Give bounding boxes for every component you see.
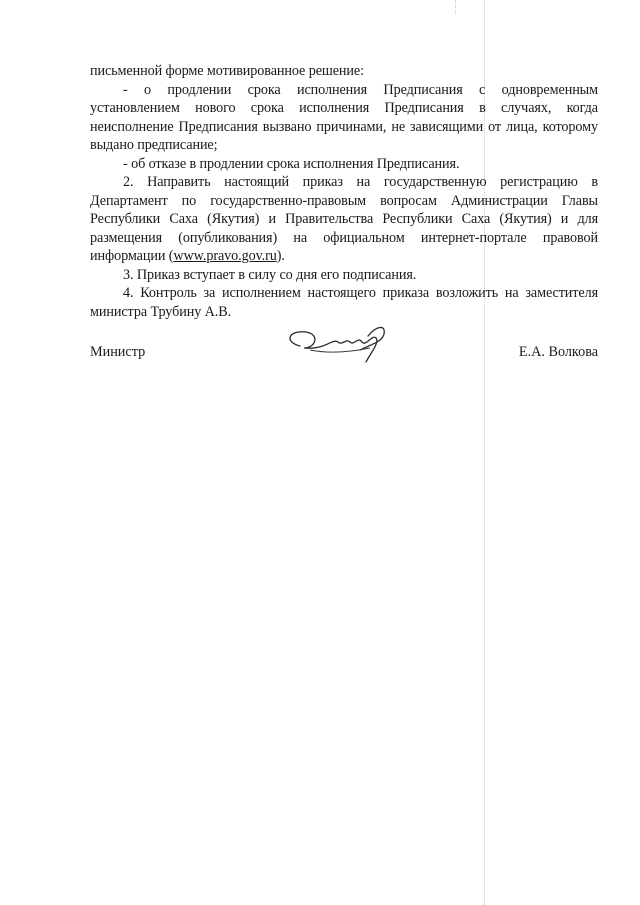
paragraph-continuation: письменной форме мотивированное решение: (90, 63, 364, 79)
document-body (90, 62, 598, 321)
pravo-portal-link[interactable]: www.pravo.gov.ru (173, 248, 277, 264)
signature-block (90, 344, 598, 368)
signatory-name: Е.А. Волкова (518, 344, 598, 360)
registration-text: 2. Направить настоящий приказ на государственную регистрацию в Департамент по государственно-правовым вопросам Администрации Главы Республики Саха (Якутия) и Правительства Республики Саха (Якутия) и для размещения (опубликования) на официальном интернет-портале правовой информации ( (90, 174, 598, 264)
paragraph-control: 4. Контроль за исполнением настоящего приказа возложить на заместителя министра Трубину А.В. (90, 285, 598, 320)
signatory-role: Министр (90, 344, 146, 360)
scan-artifact-mark (455, 0, 456, 14)
registration-text-end: ). (276, 248, 285, 264)
paragraph-refuse-extension: - об отказе в продлении срока исполнения Предписания. (123, 155, 460, 172)
paragraph-effective-date: 3. Приказ вступает в силу со дня его подписания. (123, 266, 417, 283)
paragraph-extend-deadline: - о продлении срока исполнения Предписания с одновременным установлением нового срока исполнения Предписания в случаях, когда неисполнение Предписания вызвано причинами, не зависящими от лица, которому выдано предписание; (90, 81, 598, 153)
paragraph-registration (90, 173, 598, 266)
